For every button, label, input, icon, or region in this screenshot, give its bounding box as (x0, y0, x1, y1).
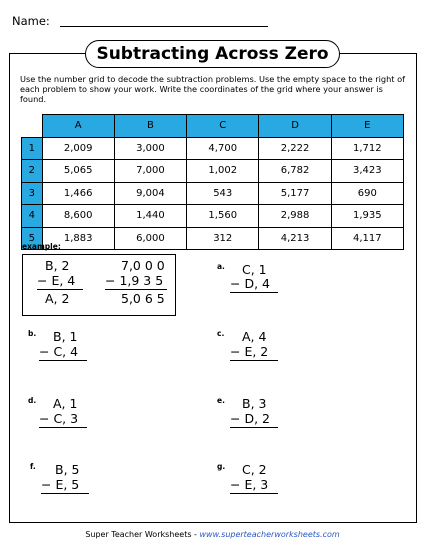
number-grid (21, 114, 404, 250)
grid-row-label: 4 (22, 205, 43, 228)
problem-bottom[interactable]: − D, 4 (230, 276, 278, 293)
grid-cell: 2,222 (259, 137, 331, 160)
problem-bottom[interactable]: − C, 3 (39, 411, 87, 428)
grid-cell: 1,712 (331, 137, 403, 160)
grid-cell: 3,423 (331, 160, 403, 183)
problem-top: C, 1 (242, 262, 267, 277)
grid-cell: 3,000 (114, 137, 186, 160)
example-label: example: (22, 242, 61, 251)
problem-bottom[interactable]: − C, 4 (39, 344, 87, 361)
grid-cell: 543 (187, 182, 259, 205)
footer-link[interactable]: www.superteacherworksheets.com (199, 530, 340, 539)
grid-cell: 1,440 (114, 205, 186, 228)
grid-cell: 7,000 (114, 160, 186, 183)
grid-header-row (22, 115, 404, 138)
example-bottom: − E, 4 (37, 273, 83, 290)
problem-label: d. (28, 396, 37, 405)
grid-cell: 9,004 (114, 182, 186, 205)
problem-label: c. (217, 329, 225, 338)
grid-col-c: C (187, 115, 259, 138)
problem-top: A, 4 (242, 329, 267, 344)
grid-cell: 8,600 (42, 205, 114, 228)
grid-cell: 6,000 (114, 227, 186, 250)
grid-cell: 690 (331, 182, 403, 205)
grid-corner (22, 115, 43, 138)
grid-cell: 4,117 (331, 227, 403, 250)
grid-col-b: B (114, 115, 186, 138)
grid-cell: 4,213 (259, 227, 331, 250)
footer (0, 530, 425, 539)
problem-label: g. (217, 462, 226, 471)
grid-cell: 2,988 (259, 205, 331, 228)
title-rule-left (9, 53, 85, 54)
example-work-top: 7,0 0 0 (121, 258, 165, 273)
grid-row-label: 3 (22, 182, 43, 205)
grid-cell: 1,466 (42, 182, 114, 205)
problem-label: b. (28, 329, 37, 338)
problem-bottom[interactable]: − E, 2 (230, 344, 278, 361)
grid-cell: 1,560 (187, 205, 259, 228)
example-work-answer: 5,0 6 5 (121, 291, 165, 306)
grid-row-label: 2 (22, 160, 43, 183)
grid-cell: 1,883 (42, 227, 114, 250)
name-line[interactable] (60, 26, 268, 27)
grid-col-d: D (259, 115, 331, 138)
grid-cell: 312 (187, 227, 259, 250)
problem-bottom[interactable]: − E, 5 (41, 477, 89, 494)
grid-row-2 (22, 160, 404, 183)
page-title: Subtracting Across Zero (85, 40, 340, 68)
problem-top: B, 5 (55, 462, 80, 477)
problem-top: B, 1 (53, 329, 78, 344)
grid-row-label: 1 (22, 137, 43, 160)
grid-col-e: E (331, 115, 403, 138)
grid-cell: 4,700 (187, 137, 259, 160)
grid-cell: 1,002 (187, 160, 259, 183)
grid-cell: 5,065 (42, 160, 114, 183)
grid-row-4 (22, 205, 404, 228)
problem-label: a. (217, 262, 225, 271)
footer-text: Super Teacher Worksheets - (85, 530, 200, 539)
example-top: B, 2 (45, 258, 70, 273)
problem-top: A, 1 (53, 396, 78, 411)
grid-row-5 (22, 227, 404, 250)
name-label: Name: (12, 14, 50, 28)
problem-label: e. (217, 396, 225, 405)
title-rule-right (340, 53, 415, 54)
example-answer: A, 2 (45, 291, 70, 306)
grid-cell: 1,935 (331, 205, 403, 228)
problem-bottom[interactable]: − D, 2 (230, 411, 278, 428)
problem-label: f. (30, 462, 36, 471)
grid-col-a: A (42, 115, 114, 138)
problem-bottom[interactable]: − E, 3 (230, 477, 278, 494)
grid-row-1 (22, 137, 404, 160)
example-work-bottom: − 1,9 3 5 (105, 273, 167, 290)
example-box (22, 254, 176, 316)
problem-top: C, 2 (242, 462, 267, 477)
grid-row-label: 5 (22, 227, 43, 250)
grid-cell: 6,782 (259, 160, 331, 183)
grid-row-3 (22, 182, 404, 205)
instructions: Use the number grid to decode the subtraction problems. Use the empty space to the right of each problem to show your work. Write the coordinates of the grid where your answer is found. (20, 74, 405, 104)
problem-top: B, 3 (242, 396, 267, 411)
grid-cell: 2,009 (42, 137, 114, 160)
grid-cell: 5,177 (259, 182, 331, 205)
